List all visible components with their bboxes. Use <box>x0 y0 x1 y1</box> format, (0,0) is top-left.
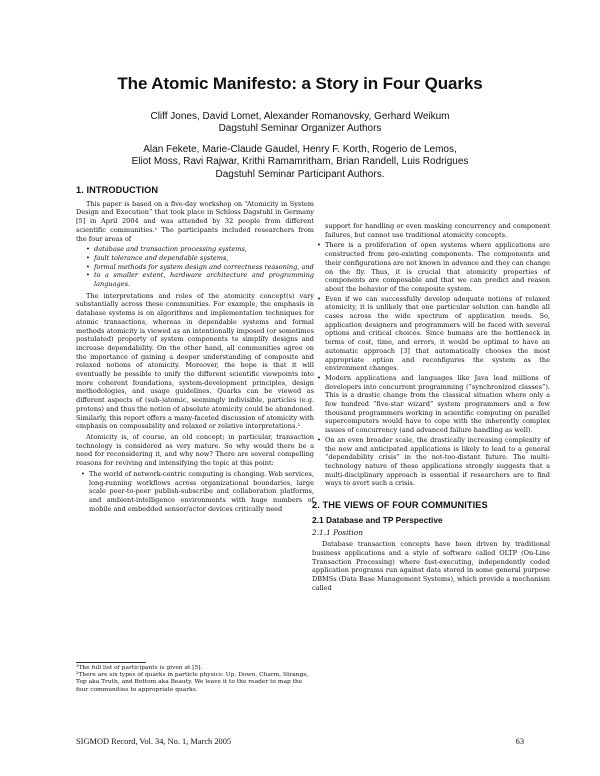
footnotes <box>76 662 314 694</box>
list-item: • Even if we can successfully develop adequate notions of relaxed atomicity, it is unlikely that one particular solution can handle all cases across the wide spectrum of application needs. So, application designers and programmers will be faced with several options and critical choices. Since humans are the bottleneck in terms of cost, time, and errors, it would be optimal to have an automatic approach [3] that automatically chooses the most appropriate option and reconfigures the system as the environment changes. <box>325 295 550 373</box>
participant-names-line-2: Eliot Moss, Ravi Rajwar, Krithi Ramamritham, Brian Randell, Luis Rodrigues <box>131 156 469 168</box>
venue-line: SIGMOD Record, Vol. 34, No. 1, March 2005 <box>76 737 232 746</box>
atomicity-old-concept-paragraph: Atomicity is, of course, an old concept; in particular, transaction technology is considered as very mature. So why would there be a need for reconsidering it, and why now? There are several compelling reasons for reviving and intensifying the topic at this point: <box>76 432 314 468</box>
atomicity-interpretations-paragraph: The interpretations and roles of the atomicity concept(s) vary substantially across these communities. For example, the emphasis in database systems is on algorithms and implementation techniques for atomic transactions, whereas in dependable systems and formal methods atomicity is viewed as an intentionally imposed (or sometimes postulated) property of system components to simplify designs and increase dependability. On the other hand, all communities agree on the importance of gaining a deeper understanding of composite and relaxed notions of atomicity. Moreover, the hope is that it will eventually be possible to unify the different scientific viewpoints into more coherent foundations, system-development principles, design methodologies, and usage guidelines. Quarks can be viewed as different aspects of (sub-)atomic, seemingly indivisible, particles (e.g. protons) and thus the notion of absolute atomicity could be abandoned. Similarly, this report offers a many-faceted discussion of atomicity with emphasis on composability and relaxed or relative interpretations.² <box>76 291 314 431</box>
list-item: • database and transaction processing systems, <box>94 245 314 254</box>
subsection-heading-database: 2.1 Database and TP Perspective <box>312 514 443 525</box>
footnote-1: ¹The full list of participants is given at [5]. <box>76 665 203 671</box>
list-item: • There is a proliferation of open systems where applications are constructed from pre-existing components. The components and their configurations are not known in advance and they can change on the fly. Thus, it is crucial that atomicity properties of components are composable and that we can predict and reason about the behavior of the composite system. <box>325 241 550 293</box>
list-item: • The world of network-centric computing is changing. Web services, long-running workflows across organizational boundaries, large scale peer-to-peer publish-subscribe and collaboration platforms, and ambient-intelligence environments with huge numbers of mobile and embedded sensor/actor devices critically need <box>89 470 314 514</box>
subsubsection-heading-position: 2.1.1 Position <box>312 527 363 537</box>
paper-title: The Atomic Manifesto: a Story in Four Quarks <box>117 74 483 93</box>
author-block <box>60 111 540 181</box>
reason-continuation: support for handling or even masking concurrency and component failures, but cannot use traditional atomicity concepts. <box>325 222 550 239</box>
left-column <box>76 186 314 516</box>
research-areas-list <box>76 245 314 289</box>
reasons-list <box>312 241 550 488</box>
organizer-role: Dagstuhl Seminar Organizer Authors <box>218 123 382 135</box>
list-item: • to a smaller extent, hardware architecture and programming languages. <box>94 271 314 288</box>
participant-names-line-1: Alan Fekete, Marie-Claude Gaudel, Henry F. Korth, Rogerio de Lemos, <box>143 143 457 155</box>
footnote-2: ²There are six types of quarks in particle physics: Up, Down, Charm, Strange, Top aka Truth, and Bottom aka Beauty. We leave it to the reader to map the four communities to appropriate quarks. <box>76 672 309 693</box>
list-item: • Modern applications and languages like Java lead millions of developers into concurrent programming (“synchronized classes”). This is a drastic change from the classical situation where only a few hundred “five-star wizard” system programmers and a few thousand programmers working in scientific computing on parallel supercomputers would have to cope with the inherently complex issues of concurrency (and advanced failure handling as well). <box>325 374 550 435</box>
reasons-list-start <box>76 470 314 514</box>
right-column <box>312 222 550 592</box>
page-number: 63 <box>515 737 524 746</box>
list-item: • fault tolerance and dependable systems, <box>94 254 314 263</box>
intro-paragraph: This paper is based on a five-day workshop on “Atomicity in System Design and Execution” that took place in Schloss Dagstuhl in Germany [5] in April 2004 and was attended by 32 people from different scientific communities.¹ The participants included researchers from the four areas of <box>76 199 314 243</box>
participant-role: Dagstuhl Seminar Participant Authors. <box>215 168 385 180</box>
section-heading-views: 2. THE VIEWS OF FOUR COMMUNITIES <box>312 500 488 511</box>
organizer-names: Cliff Jones, David Lomet, Alexander Romanovsky, Gerhard Weikum <box>150 111 450 122</box>
section-heading-introduction: 1. INTRODUCTION <box>76 185 159 195</box>
list-item: • On an even broader scale, the drastically increasing complexity of the new and anticipated applications is likely to lead to a general “dependability crisis” in the not-too-distant future. The multi-technology nature of these applications strongly suggests that a multi-disciplinary approach is essential if researchers are to find ways to avert such a crisis. <box>325 436 550 488</box>
list-item: • formal methods for system design and correctness reasoning, and <box>94 263 314 272</box>
database-position-paragraph: Database transaction concepts have been driven by traditional business applications and a style of software called OLTP (On-Line Transaction Processing) where fast-executing, independently coded application programs run against data stored in some general purpose DBMSs (Data Base Management Systems), which provide a mechanism called <box>312 540 550 592</box>
footnote-rule <box>76 662 146 663</box>
